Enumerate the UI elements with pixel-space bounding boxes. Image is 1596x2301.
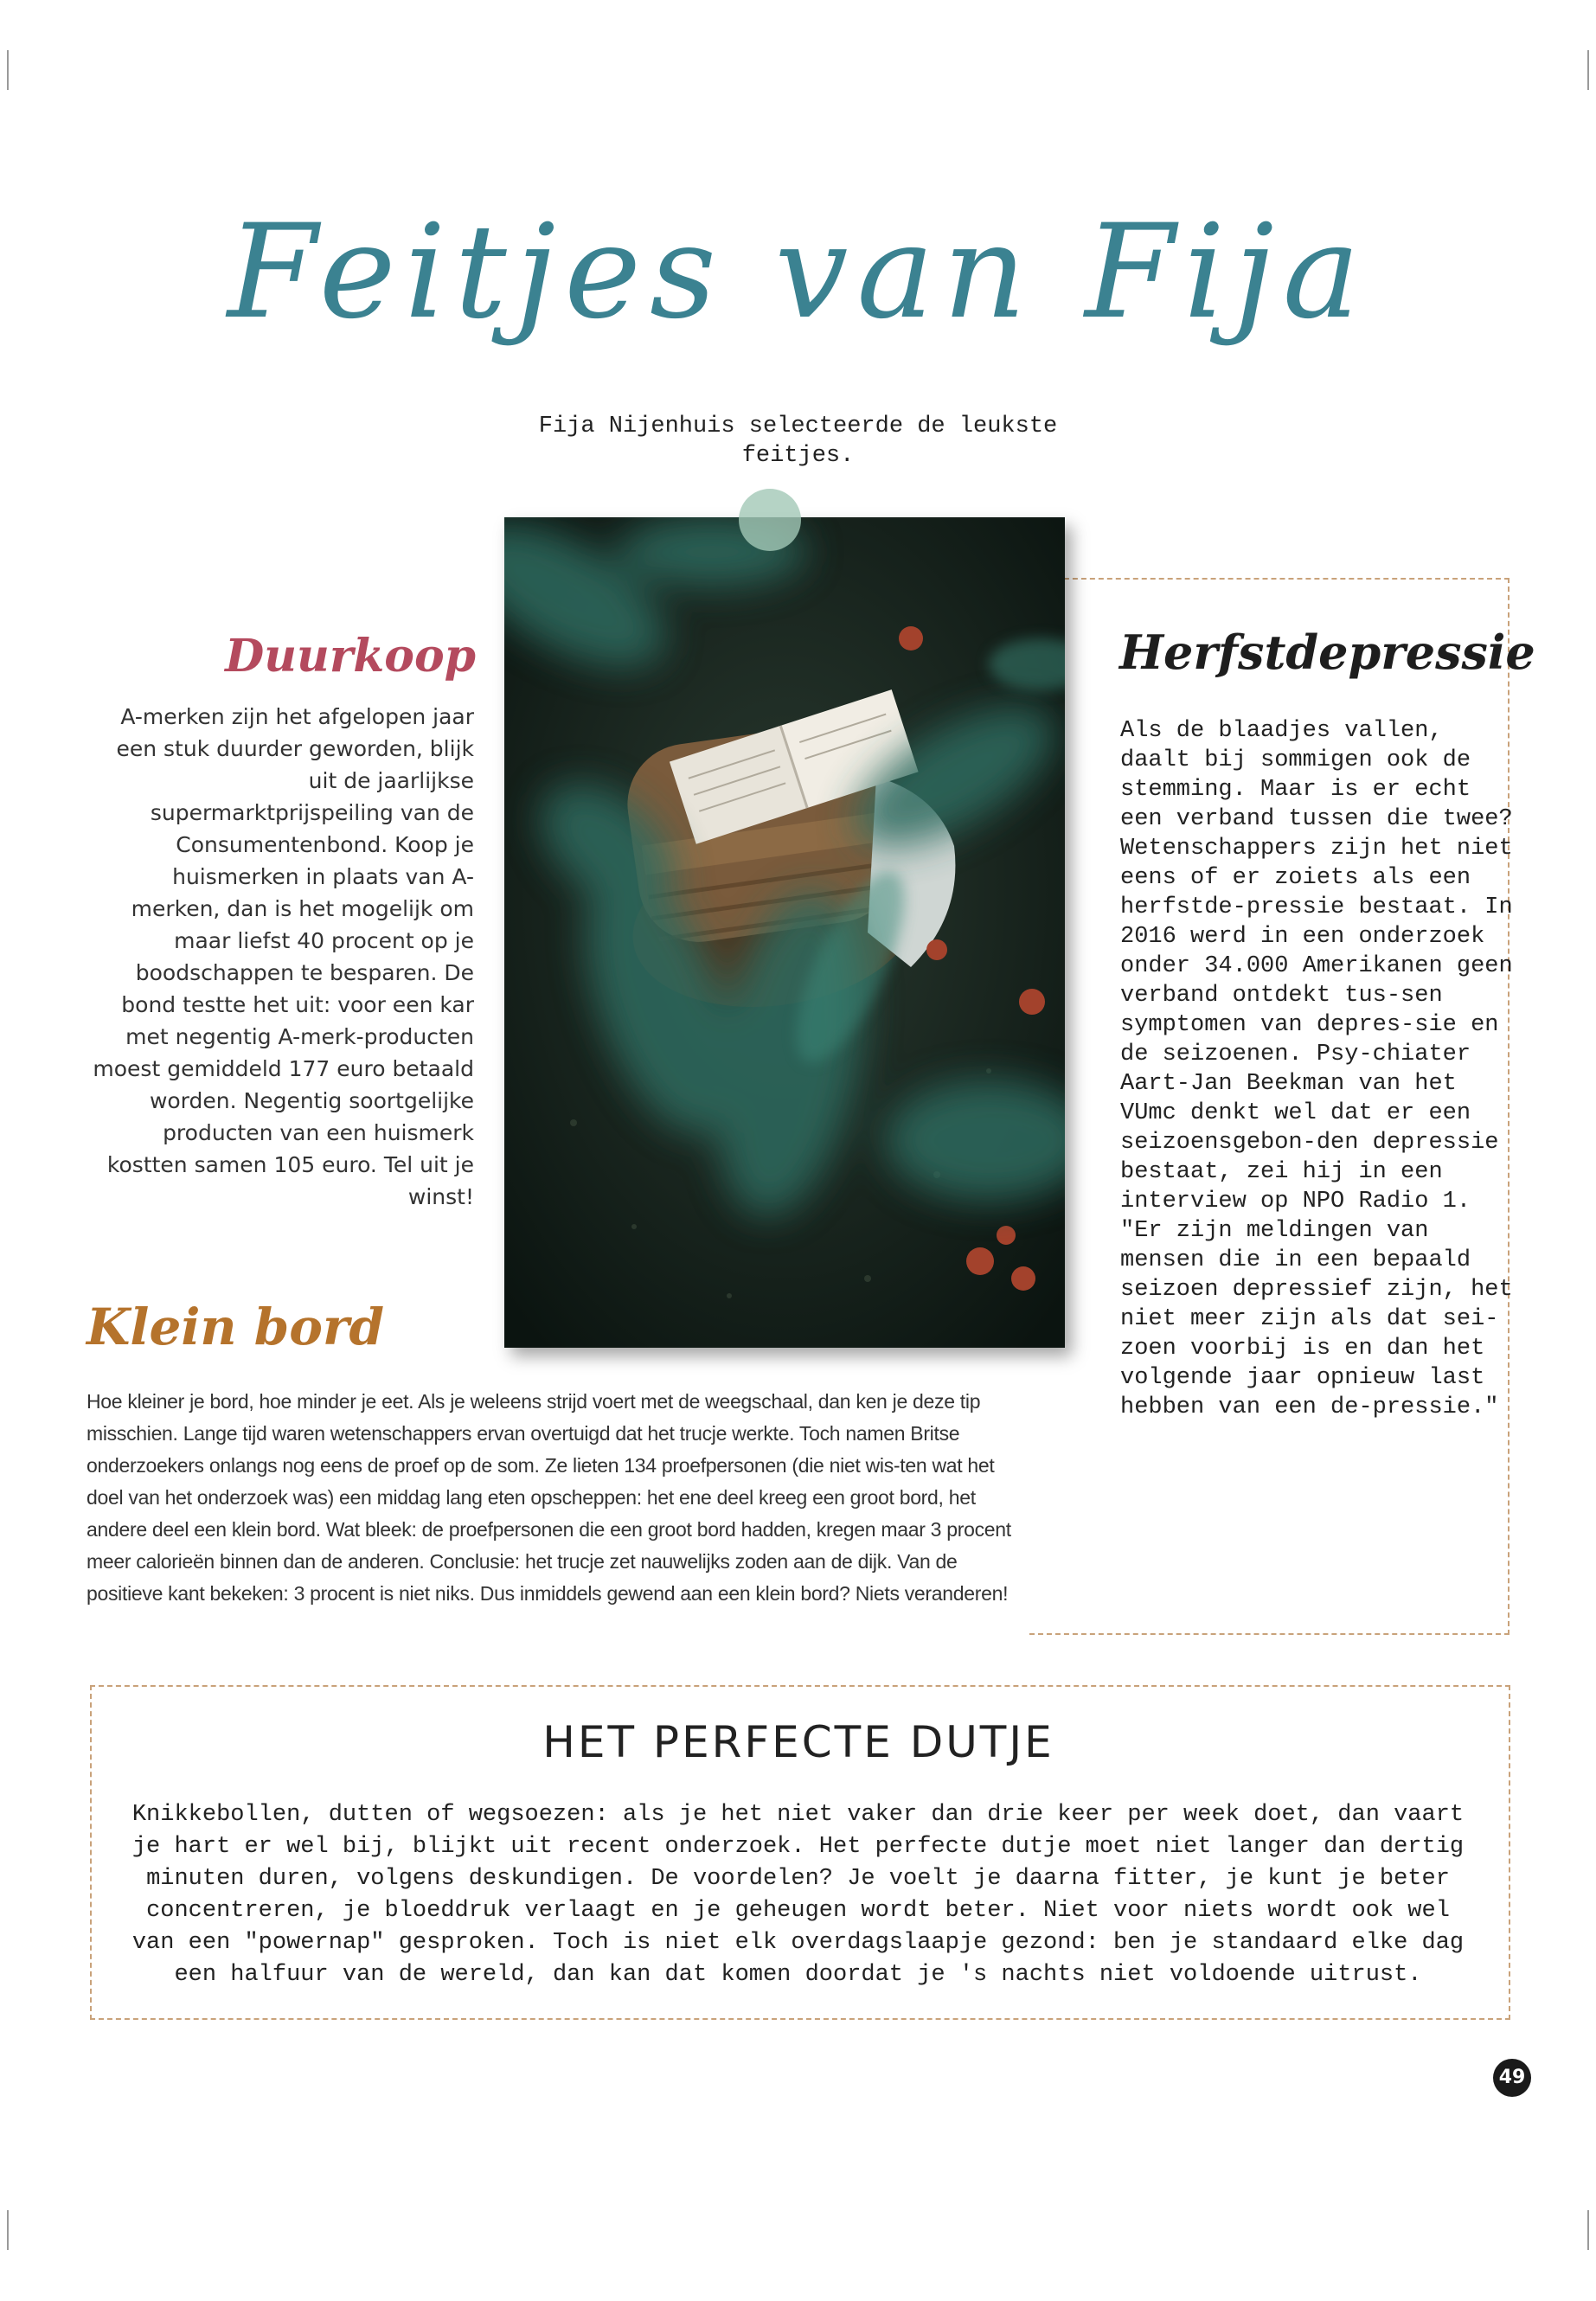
page-subtitle: Fija Nijenhuis selecteerde de leukste feitjes.	[538, 413, 1058, 469]
duurkoop-body: A-merken zijn het afgelopen jaar een stuk duurder geworden, blijk uit de jaarlijkse supermarktprijspeiling van de Consumentenbond. Koop je huismerken in plaats van A-merken, dan is het mogelijk om maar liefst 40 procent op je boodschappen te besparen. De bond testte het uit: voor een kar met negentig A-merk-producten moest gemiddeld 177 euro betaald worden. Negentig soortgelijke producten van een huismerk kostten samen 105 euro. Tel uit je winst!	[93, 704, 474, 1209]
pin-dot	[739, 489, 801, 551]
klein-bord-heading: Klein bord	[87, 1298, 385, 1356]
picnic-basket-photo	[504, 517, 1065, 1348]
photo-illustration	[504, 517, 1065, 1348]
page-title: Feitjes van Fija	[227, 197, 1369, 348]
crop-mark-bottom-left	[7, 2210, 9, 2250]
herfstdepressie-body: Als de blaadjes vallen, daalt bij sommigen ook de stemming. Maar is er echt een verband tussen die twee? Wetenschappers zijn het niet eens of er zoiets als een herfstde-pressie bestaat. In 2016 werd in een onderzoek onder 34.000 Amerikanen geen verband ontdekt tus-sen symptomen van depres-sie en de seizoenen. Psy-chiater Aart-Jan Beekman van het VUmc denkt wel dat er een seizoensgebon-den depressie bestaat, zei hij in een interview op NPO Radio 1. "Er zijn meldingen van mensen die in een bepaald seizoen depressief zijn, het niet meer zijn als dat sei-zoen voorbij is en dan het volgende jaar opnieuw last hebben van een de-pressie."	[1120, 718, 1513, 1420]
duurkoop-heading: Duurkoop	[225, 630, 476, 683]
herfstdepressie-heading: Herfstdepressie	[1119, 625, 1535, 680]
page-number-badge: 49	[1493, 2059, 1531, 2097]
klein-bord-body: Hoe kleiner je bord, hoe minder je eet. Als je weleens strijd voert met de weegschaal, dan ken je deze tip misschien. Lange tijd waren wetenschappers ervan overtuigd dat het trucje werkte. Toch namen Britse onderzoekers onlangs nog eens de proef op de som. Ze lieten 134 proefpersonen (die niet wis-ten wat het doel van het onderzoek was) een middag lang eten opscheppen: het ene deel kreeg een groot bord, het andere deel een klein bord. Wat bleek: de proefpersonen die een groot bord hadden, kregen maar 3 procent meer calorieën binnen dan de anderen. Conclusie: het trucje zet nauwelijks zoden aan de dijk. Van de positieve kant bekeken: 3 procent is niet niks. Dus inmiddels gewend aan een klein bord? Niets veranderen!	[87, 1390, 1011, 1605]
dutje-heading: HET PERFECTE DUTJE	[542, 1717, 1054, 1767]
dutje-body: Knikkebollen, dutten of wegsoezen: als je het niet vaker dan drie keer per week doet, dan vaart je hart er wel bij, blijkt uit recent onderzoek. Het perfecte dutje moet niet langer dan dertig minuten duren, volgens deskundigen. De voordelen? Je voelt je daarna fitter, je kunt je beter concentreren, je bloeddruk verlaagt en je geheugen wordt beter. Niet voor niets wordt ook wel van een "powernap" gesproken. Toch is niet elk overdagslaapje gezond: ben je standaard elke dag een halfuur van de wereld, dan kan dat komen doordat je 's nachts niet voldoende uitrust.	[131, 1802, 1465, 1988]
crop-mark-top-right	[1587, 50, 1589, 90]
crop-mark-top-left	[7, 50, 9, 90]
crop-mark-bottom-right	[1587, 2210, 1589, 2250]
